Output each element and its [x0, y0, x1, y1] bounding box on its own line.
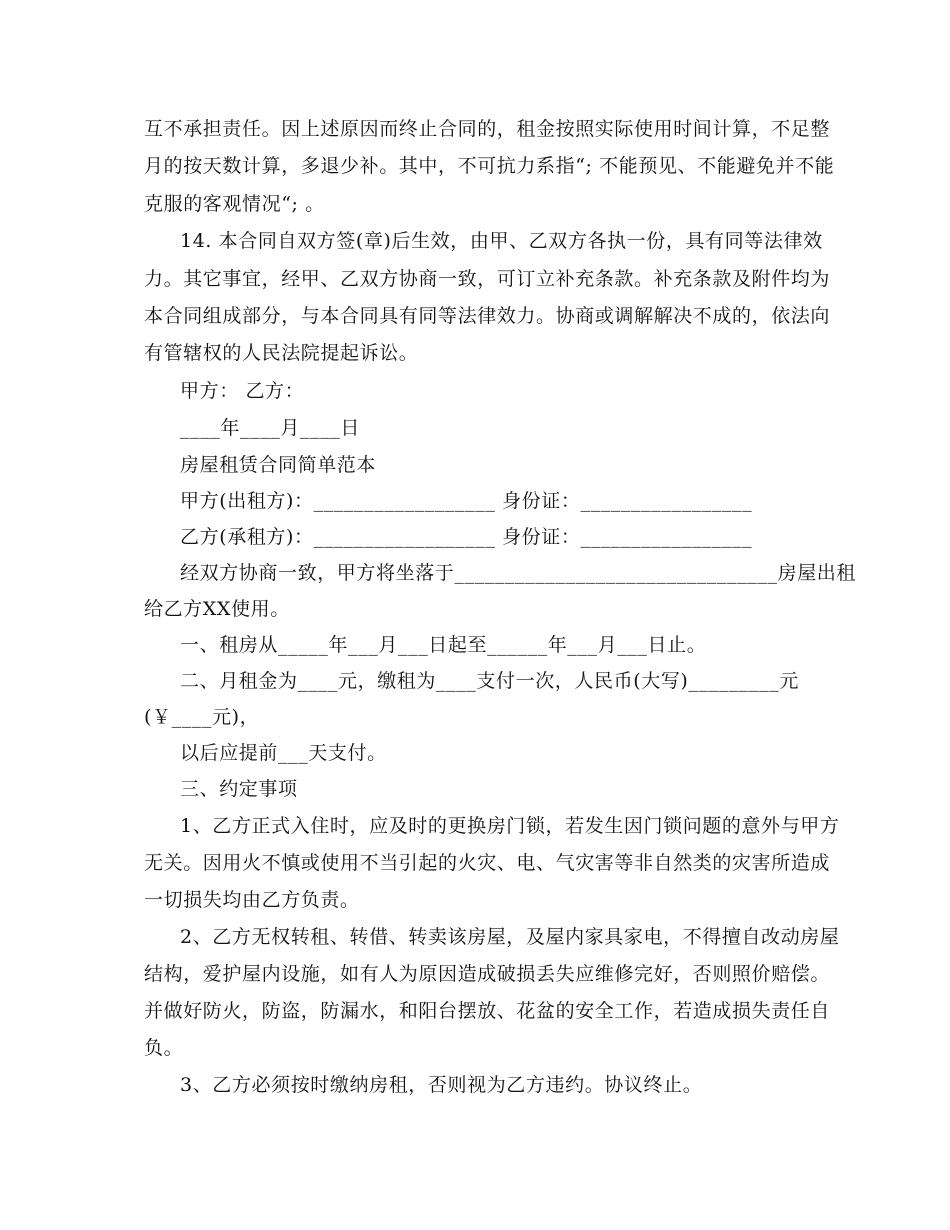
paragraph-line: 14. 本合同自双方签(章)后生效，由甲、乙双方各执一份，具有同等法律效	[180, 230, 823, 252]
paragraph-line: 并做好防火，防盗，防漏水，和阳台摆放、花盆的安全工作，若造成损失责任自	[144, 1000, 831, 1022]
rental-period-line: 一、租房从_____年___月___日起至______年___月___日止。	[180, 634, 707, 656]
landlord-line: 甲方(出租方)：__________________ 身份证：_________________	[180, 490, 753, 512]
signature-parties: 甲方： 乙方：	[180, 380, 305, 402]
paragraph-line: 有管辖权的人民法院提起诉讼。	[144, 342, 419, 364]
paragraph-line: 月的按天数计算，多退少补。其中，不可抗力系指“; 不能预见、不能避免并不能	[144, 155, 835, 177]
paragraph-line: (￥____元)，	[144, 706, 260, 728]
paragraph-line: 互不承担责任。因上述原因而终止合同的，租金按照实际使用时间计算，不足整	[144, 118, 831, 140]
paragraph-line: 以后应提前___天支付。	[180, 742, 387, 764]
paragraph-line: 给乙方XX使用。	[144, 598, 290, 620]
date-line: ____年____月____日	[180, 417, 361, 439]
paragraph-line: 经双方协商一致，甲方将坐落于________________________________房屋出租	[180, 562, 857, 584]
rent-line: 二、月租金为____元，缴租为____支付一次，人民币(大写)_________元	[180, 670, 799, 692]
document-title: 房屋租赁合同简单范本	[180, 454, 377, 476]
paragraph-line: 负。	[144, 1037, 184, 1059]
paragraph-line: 2、乙方无权转租、转借、转卖该房屋，及屋内家具家电，不得擅自改动房屋	[180, 926, 840, 948]
tenant-line: 乙方(承租方)：__________________ 身份证：_________________	[180, 526, 753, 548]
paragraph-line: 3、乙方必须按时缴纳房租，否则视为乙方违约。协议终止。	[180, 1074, 703, 1096]
paragraph-line: 本合同组成部分，与本合同具有同等法律效力。协商或调解解决不成的，依法向	[144, 305, 831, 327]
paragraph-line: 力。其它事宜，经甲、乙双方协商一致，可订立补充条款。补充条款及附件均为	[144, 268, 831, 290]
section-heading: 三、约定事项	[180, 778, 298, 800]
paragraph-line: 结构，爱护屋内设施，如有人为原因造成破损丢失应维修完好，否则照价赔偿。	[144, 963, 831, 985]
paragraph-line: 1、乙方正式入住时，应及时的更换房门锁，若发生因门锁问题的意外与甲方	[180, 815, 840, 837]
paragraph-line: 一切损失均由乙方负责。	[144, 889, 360, 911]
paragraph-line: 无关。因用火不慎或使用不当引起的火灾、电、气灾害等非自然类的灾害所造成	[144, 852, 831, 874]
paragraph-line: 克服的客观情况“; 。	[144, 193, 325, 215]
